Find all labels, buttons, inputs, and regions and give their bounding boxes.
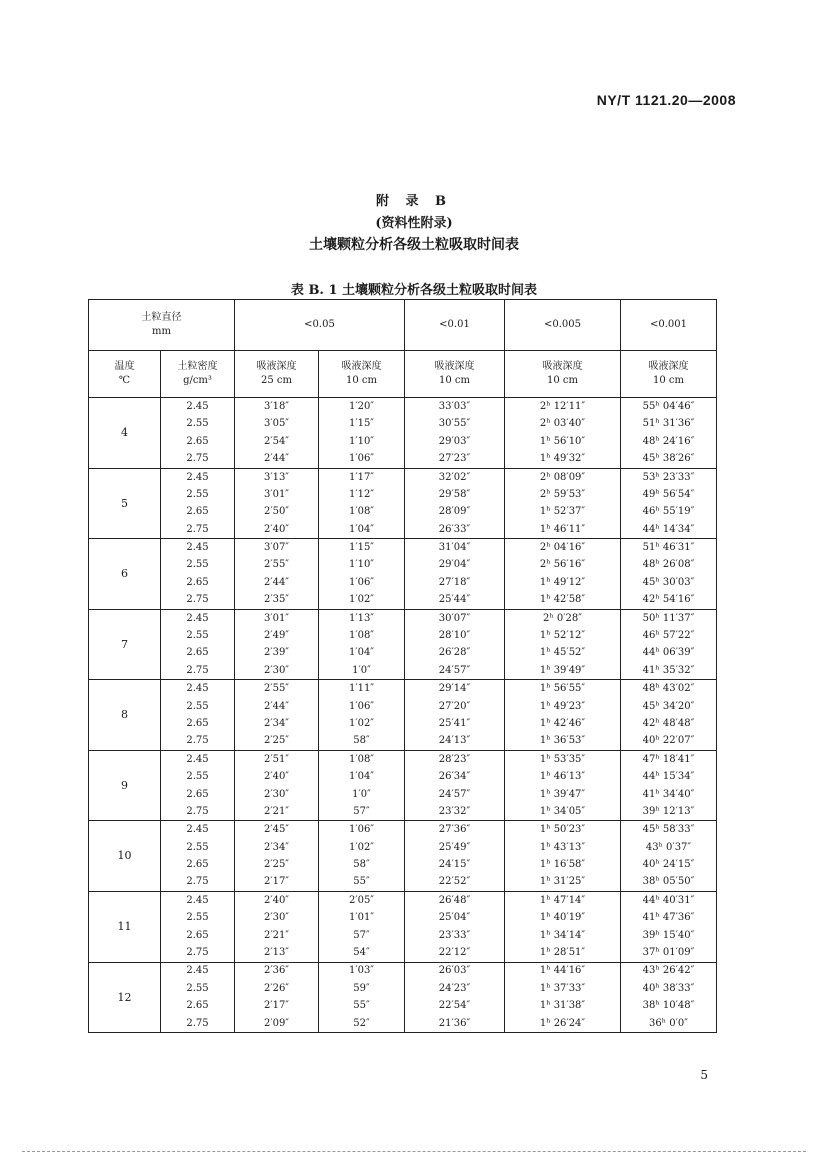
time-cell: 1ʰ 26′24″ — [505, 1015, 621, 1033]
footer-divider — [22, 1151, 806, 1152]
density-cell: 2.55 — [161, 980, 235, 997]
density-cell: 2.55 — [161, 557, 235, 574]
time-cell: 1′15″ — [319, 415, 405, 432]
time-cell: 1ʰ 28′51″ — [505, 944, 621, 962]
depth-label: 吸液深度 — [341, 361, 382, 372]
density-cell: 2.65 — [161, 786, 235, 803]
table-row — [89, 786, 717, 803]
time-cell: 36ʰ 0′0″ — [621, 1015, 717, 1033]
table-row — [89, 680, 717, 698]
size-class-header: <0.01 — [405, 300, 505, 351]
density-cell: 2.65 — [161, 644, 235, 661]
time-cell: 2ʰ 56′16″ — [505, 557, 621, 574]
density-cell: 2.65 — [161, 715, 235, 732]
density-cell: 2.65 — [161, 997, 235, 1014]
time-cell: 2ʰ 03′40″ — [505, 415, 621, 432]
time-cell: 1ʰ 37′33″ — [505, 980, 621, 997]
table-caption: 表 B. 1 土壤颗粒分析各级土粒吸取时间表 — [290, 283, 538, 298]
density-cell: 2.55 — [161, 627, 235, 644]
time-cell: 2ʰ 0′28″ — [505, 609, 621, 627]
table-row — [89, 962, 717, 980]
time-cell: 30′07″ — [405, 609, 505, 627]
time-cell: 1′08″ — [319, 750, 405, 768]
time-cell: 38ʰ 05′50″ — [621, 874, 717, 892]
time-cell: 1ʰ 49′12″ — [505, 574, 621, 591]
time-cell: 1′15″ — [319, 539, 405, 557]
time-cell: 1′13″ — [319, 609, 405, 627]
density-cell: 2.75 — [161, 521, 235, 539]
time-cell: 2′25″ — [235, 732, 319, 750]
temperature-cell: 8 — [89, 680, 161, 751]
time-cell: 1ʰ 39′49″ — [505, 662, 621, 680]
time-cell: 59″ — [319, 980, 405, 997]
time-cell: 42ʰ 54′16″ — [621, 591, 717, 609]
time-cell: 29′58″ — [405, 486, 505, 503]
time-cell: 2′30″ — [235, 662, 319, 680]
time-cell: 27′23″ — [405, 450, 505, 468]
time-cell: 51ʰ 31′36″ — [621, 415, 717, 432]
time-cell: 48ʰ 26′08″ — [621, 557, 717, 574]
table-row — [89, 891, 717, 909]
temperature-cell: 10 — [89, 821, 161, 892]
density-cell: 2.75 — [161, 732, 235, 750]
density-cell: 2.75 — [161, 803, 235, 821]
time-cell: 24′23″ — [405, 980, 505, 997]
time-cell: 44ʰ 06′39″ — [621, 644, 717, 661]
time-cell: 44ʰ 15′34″ — [621, 768, 717, 785]
time-cell: 42ʰ 48′48″ — [621, 715, 717, 732]
time-cell: 1′0″ — [319, 662, 405, 680]
time-cell: 29′04″ — [405, 557, 505, 574]
density-cell: 2.45 — [161, 680, 235, 698]
table-row — [89, 732, 717, 750]
time-cell: 2′09″ — [235, 1015, 319, 1033]
table-row — [89, 574, 717, 591]
density-cell: 2.55 — [161, 698, 235, 715]
time-cell: 1ʰ 34′05″ — [505, 803, 621, 821]
time-cell: 41ʰ 34′40″ — [621, 786, 717, 803]
time-cell: 2′34″ — [235, 715, 319, 732]
time-cell: 31′04″ — [405, 539, 505, 557]
density-cell: 2.55 — [161, 486, 235, 503]
time-cell: 40ʰ 38′33″ — [621, 980, 717, 997]
time-cell: 2′55″ — [235, 557, 319, 574]
density-cell: 2.75 — [161, 591, 235, 609]
time-cell: 1′12″ — [319, 486, 405, 503]
depth-header — [235, 351, 319, 398]
table-row — [89, 433, 717, 450]
depth-value: 10 cm — [439, 375, 470, 386]
time-cell: 41ʰ 47′36″ — [621, 909, 717, 926]
time-cell: 1ʰ 31′38″ — [505, 997, 621, 1014]
time-cell: 1ʰ 53′35″ — [505, 750, 621, 768]
time-cell: 44ʰ 14′34″ — [621, 521, 717, 539]
table-row — [89, 821, 717, 839]
time-cell: 1′06″ — [319, 450, 405, 468]
time-cell: 1′01″ — [319, 909, 405, 926]
time-cell: 25′49″ — [405, 839, 505, 856]
time-cell: 45ʰ 30′03″ — [621, 574, 717, 591]
time-cell: 40ʰ 24′15″ — [621, 856, 717, 873]
time-cell: 47ʰ 18′41″ — [621, 750, 717, 768]
time-cell: 3′13″ — [235, 468, 319, 486]
table-row — [89, 521, 717, 539]
time-cell: 49ʰ 56′54″ — [621, 486, 717, 503]
table-row — [89, 468, 717, 486]
time-cell: 1′08″ — [319, 503, 405, 520]
time-cell: 1ʰ 49′23″ — [505, 698, 621, 715]
table-row — [89, 768, 717, 785]
time-cell: 48ʰ 43′02″ — [621, 680, 717, 698]
time-cell: 3′07″ — [235, 539, 319, 557]
time-cell: 2′49″ — [235, 627, 319, 644]
table-row — [89, 398, 717, 416]
table-row — [89, 997, 717, 1014]
time-cell: 26′34″ — [405, 768, 505, 785]
table-row — [89, 627, 717, 644]
time-cell: 1ʰ 56′10″ — [505, 433, 621, 450]
time-cell: 2′13″ — [235, 944, 319, 962]
time-cell: 2′40″ — [235, 891, 319, 909]
time-cell: 1ʰ 49′32″ — [505, 450, 621, 468]
density-cell: 2.75 — [161, 944, 235, 962]
time-cell: 22′52″ — [405, 874, 505, 892]
time-cell: 23′32″ — [405, 803, 505, 821]
density-cell: 2.55 — [161, 839, 235, 856]
time-cell: 1ʰ 42′46″ — [505, 715, 621, 732]
time-cell: 45ʰ 38′26″ — [621, 450, 717, 468]
time-cell: 45ʰ 58′33″ — [621, 821, 717, 839]
time-cell: 25′04″ — [405, 909, 505, 926]
time-cell: 23′33″ — [405, 927, 505, 944]
table-row — [89, 539, 717, 557]
table-row — [89, 856, 717, 873]
table-row — [89, 839, 717, 856]
density-cell: 2.65 — [161, 433, 235, 450]
time-cell: 27′36″ — [405, 821, 505, 839]
density-cell: 2.75 — [161, 662, 235, 680]
time-cell: 1′03″ — [319, 962, 405, 980]
temperature-unit: ℃ — [118, 375, 131, 386]
time-cell: 1ʰ 39′47″ — [505, 786, 621, 803]
table-row — [89, 698, 717, 715]
time-cell: 2′21″ — [235, 927, 319, 944]
time-cell: 3′18″ — [235, 398, 319, 416]
time-cell: 2′30″ — [235, 786, 319, 803]
time-cell: 51ʰ 46′31″ — [621, 539, 717, 557]
density-cell: 2.45 — [161, 468, 235, 486]
time-cell: 24′13″ — [405, 732, 505, 750]
table-row — [89, 1015, 717, 1033]
time-cell: 24′15″ — [405, 856, 505, 873]
annex-type: (资料性附录) — [375, 216, 453, 231]
time-cell: 1′0″ — [319, 786, 405, 803]
corner-label: 土粒直径 — [141, 312, 182, 323]
time-cell: 1ʰ 50′23″ — [505, 821, 621, 839]
depth-label: 吸液深度 — [648, 361, 689, 372]
time-cell: 2′21″ — [235, 803, 319, 821]
time-cell: 1′17″ — [319, 468, 405, 486]
table-row — [89, 909, 717, 926]
time-cell: 2′51″ — [235, 750, 319, 768]
time-cell: 27′20″ — [405, 698, 505, 715]
time-cell: 2′25″ — [235, 856, 319, 873]
temperature-label: 温度 — [114, 361, 135, 372]
density-cell: 2.55 — [161, 768, 235, 785]
density-label: 土粒密度 — [177, 361, 218, 372]
table-row — [89, 750, 717, 768]
time-cell: 1ʰ 36′53″ — [505, 732, 621, 750]
time-cell: 44ʰ 40′31″ — [621, 891, 717, 909]
time-cell: 1ʰ 47′14″ — [505, 891, 621, 909]
time-cell: 24′57″ — [405, 786, 505, 803]
table-body — [89, 398, 717, 1033]
density-cell: 2.45 — [161, 609, 235, 627]
table-row — [89, 486, 717, 503]
density-cell: 2.65 — [161, 574, 235, 591]
annex-label: 附 录 B — [375, 194, 453, 209]
density-cell: 2.55 — [161, 909, 235, 926]
depth-label: 吸液深度 — [542, 361, 583, 372]
table-row — [89, 450, 717, 468]
time-cell: 2′54″ — [235, 433, 319, 450]
time-cell: 32′02″ — [405, 468, 505, 486]
time-cell: 55″ — [319, 997, 405, 1014]
table-row — [89, 874, 717, 892]
depth-header — [621, 351, 717, 398]
time-cell: 22′12″ — [405, 944, 505, 962]
time-cell: 1′10″ — [319, 557, 405, 574]
time-cell: 46ʰ 57′22″ — [621, 627, 717, 644]
time-cell: 45ʰ 34′20″ — [621, 698, 717, 715]
time-cell: 1′04″ — [319, 521, 405, 539]
time-cell: 1ʰ 52′12″ — [505, 627, 621, 644]
density-cell: 2.45 — [161, 821, 235, 839]
density-cell: 2.65 — [161, 503, 235, 520]
temperature-cell: 6 — [89, 539, 161, 610]
table-row — [89, 609, 717, 627]
time-cell: 2′34″ — [235, 839, 319, 856]
time-cell: 29′14″ — [405, 680, 505, 698]
time-cell: 27′18″ — [405, 574, 505, 591]
time-cell: 2′35″ — [235, 591, 319, 609]
density-cell: 2.45 — [161, 750, 235, 768]
time-cell: 1ʰ 31′25″ — [505, 874, 621, 892]
time-cell: 24′57″ — [405, 662, 505, 680]
time-cell: 28′10″ — [405, 627, 505, 644]
time-cell: 2ʰ 08′09″ — [505, 468, 621, 486]
time-cell: 22′54″ — [405, 997, 505, 1014]
time-cell: 25′44″ — [405, 591, 505, 609]
density-cell: 2.75 — [161, 1015, 235, 1033]
time-cell: 2′44″ — [235, 698, 319, 715]
time-cell: 38ʰ 10′48″ — [621, 997, 717, 1014]
time-cell: 37ʰ 01′09″ — [621, 944, 717, 962]
density-cell: 2.45 — [161, 398, 235, 416]
particle-size-corner — [89, 300, 235, 351]
time-cell: 2ʰ 04′16″ — [505, 539, 621, 557]
time-cell: 50ʰ 11′37″ — [621, 609, 717, 627]
time-cell: 1ʰ 16′58″ — [505, 856, 621, 873]
time-cell: 1′02″ — [319, 591, 405, 609]
time-cell: 2′40″ — [235, 521, 319, 539]
density-cell: 2.75 — [161, 874, 235, 892]
density-unit: g/cm³ — [183, 375, 212, 386]
time-cell: 1ʰ 44′16″ — [505, 962, 621, 980]
time-cell: 1ʰ 34′14″ — [505, 927, 621, 944]
density-cell: 2.45 — [161, 539, 235, 557]
time-cell: 40ʰ 22′07″ — [621, 732, 717, 750]
time-cell: 26′28″ — [405, 644, 505, 661]
time-cell: 3′05″ — [235, 415, 319, 432]
time-cell: 43ʰ 26′42″ — [621, 962, 717, 980]
page-number: 5 — [700, 1068, 708, 1082]
time-cell: 25′41″ — [405, 715, 505, 732]
time-cell: 58″ — [319, 732, 405, 750]
temperature-cell: 5 — [89, 468, 161, 539]
time-cell: 26′33″ — [405, 521, 505, 539]
time-cell: 28′23″ — [405, 750, 505, 768]
time-cell: 1′08″ — [319, 627, 405, 644]
time-cell: 53ʰ 23′33″ — [621, 468, 717, 486]
table-row — [89, 503, 717, 520]
time-cell: 21′36″ — [405, 1015, 505, 1033]
depth-header — [405, 351, 505, 398]
time-cell: 1ʰ 46′13″ — [505, 768, 621, 785]
depth-value: 10 cm — [547, 375, 578, 386]
table-row — [89, 591, 717, 609]
temperature-cell: 12 — [89, 962, 161, 1033]
density-cell: 2.65 — [161, 856, 235, 873]
time-cell: 26′03″ — [405, 962, 505, 980]
temperature-cell: 11 — [89, 891, 161, 962]
table-row — [89, 557, 717, 574]
time-cell: 2ʰ 12′11″ — [505, 398, 621, 416]
time-cell: 1ʰ 43′13″ — [505, 839, 621, 856]
depth-label: 吸液深度 — [434, 361, 475, 372]
time-cell: 1′04″ — [319, 768, 405, 785]
time-cell: 1′06″ — [319, 698, 405, 715]
corner-unit: mm — [152, 326, 171, 337]
time-cell: 2′40″ — [235, 768, 319, 785]
size-class-header: <0.005 — [505, 300, 621, 351]
time-cell: 58″ — [319, 856, 405, 873]
absorption-time-table — [88, 299, 717, 1033]
time-cell: 29′03″ — [405, 433, 505, 450]
annex-title: 土壤颗粒分析各级土粒吸取时间表 — [309, 237, 519, 253]
time-cell: 57″ — [319, 927, 405, 944]
table-row — [89, 644, 717, 661]
depth-header — [505, 351, 621, 398]
time-cell: 2′05″ — [319, 891, 405, 909]
time-cell: 2′17″ — [235, 874, 319, 892]
time-cell: 2′17″ — [235, 997, 319, 1014]
size-class-header: <0.05 — [235, 300, 405, 351]
density-header — [161, 351, 235, 398]
depth-label: 吸液深度 — [256, 361, 297, 372]
time-cell: 2′44″ — [235, 574, 319, 591]
time-cell: 57″ — [319, 803, 405, 821]
time-cell: 2′26″ — [235, 980, 319, 997]
time-cell: 1ʰ 56′55″ — [505, 680, 621, 698]
time-cell: 46ʰ 55′19″ — [621, 503, 717, 520]
density-cell: 2.55 — [161, 415, 235, 432]
size-class-header: <0.001 — [621, 300, 717, 351]
temperature-cell: 4 — [89, 398, 161, 469]
time-cell: 2′44″ — [235, 450, 319, 468]
time-cell: 1′20″ — [319, 398, 405, 416]
time-cell: 52″ — [319, 1015, 405, 1033]
table-row — [89, 944, 717, 962]
time-cell: 1′02″ — [319, 715, 405, 732]
time-cell: 1′02″ — [319, 839, 405, 856]
time-cell: 43ʰ 0′37″ — [621, 839, 717, 856]
standard-number: NY/T 1121.20—2008 — [596, 92, 736, 108]
time-cell: 55ʰ 04′46″ — [621, 398, 717, 416]
time-cell: 2′55″ — [235, 680, 319, 698]
time-cell: 1′11″ — [319, 680, 405, 698]
time-cell: 2′39″ — [235, 644, 319, 661]
time-cell: 54″ — [319, 944, 405, 962]
density-cell: 2.45 — [161, 962, 235, 980]
temperature-header — [89, 351, 161, 398]
time-cell: 1ʰ 45′52″ — [505, 644, 621, 661]
time-cell: 39ʰ 15′40″ — [621, 927, 717, 944]
time-cell: 3′01″ — [235, 609, 319, 627]
time-cell: 41ʰ 35′32″ — [621, 662, 717, 680]
time-cell: 39ʰ 12′13″ — [621, 803, 717, 821]
time-cell: 2′50″ — [235, 503, 319, 520]
table-row — [89, 927, 717, 944]
time-cell: 1′06″ — [319, 574, 405, 591]
time-cell: 30′55″ — [405, 415, 505, 432]
time-cell: 33′03″ — [405, 398, 505, 416]
time-cell: 1′06″ — [319, 821, 405, 839]
time-cell: 2′45″ — [235, 821, 319, 839]
time-cell: 2ʰ 59′53″ — [505, 486, 621, 503]
time-cell: 28′09″ — [405, 503, 505, 520]
time-cell: 3′01″ — [235, 486, 319, 503]
time-cell: 1ʰ 46′11″ — [505, 521, 621, 539]
temperature-cell: 7 — [89, 609, 161, 680]
depth-value: 10 cm — [346, 375, 377, 386]
time-cell: 2′30″ — [235, 909, 319, 926]
time-cell: 1ʰ 42′58″ — [505, 591, 621, 609]
time-cell: 1′04″ — [319, 644, 405, 661]
table-row — [89, 803, 717, 821]
time-cell: 55″ — [319, 874, 405, 892]
density-cell: 2.65 — [161, 927, 235, 944]
density-cell: 2.45 — [161, 891, 235, 909]
time-cell: 1′10″ — [319, 433, 405, 450]
table-row — [89, 715, 717, 732]
temperature-cell: 9 — [89, 750, 161, 821]
depth-value: 25 cm — [261, 375, 292, 386]
time-cell: 1ʰ 52′37″ — [505, 503, 621, 520]
time-cell: 2′36″ — [235, 962, 319, 980]
density-cell: 2.75 — [161, 450, 235, 468]
time-cell: 1ʰ 40′19″ — [505, 909, 621, 926]
table-row — [89, 662, 717, 680]
depth-value: 10 cm — [653, 375, 684, 386]
table-row — [89, 415, 717, 432]
depth-header — [319, 351, 405, 398]
time-cell: 26′48″ — [405, 891, 505, 909]
time-cell: 48ʰ 24′16″ — [621, 433, 717, 450]
table-row — [89, 980, 717, 997]
